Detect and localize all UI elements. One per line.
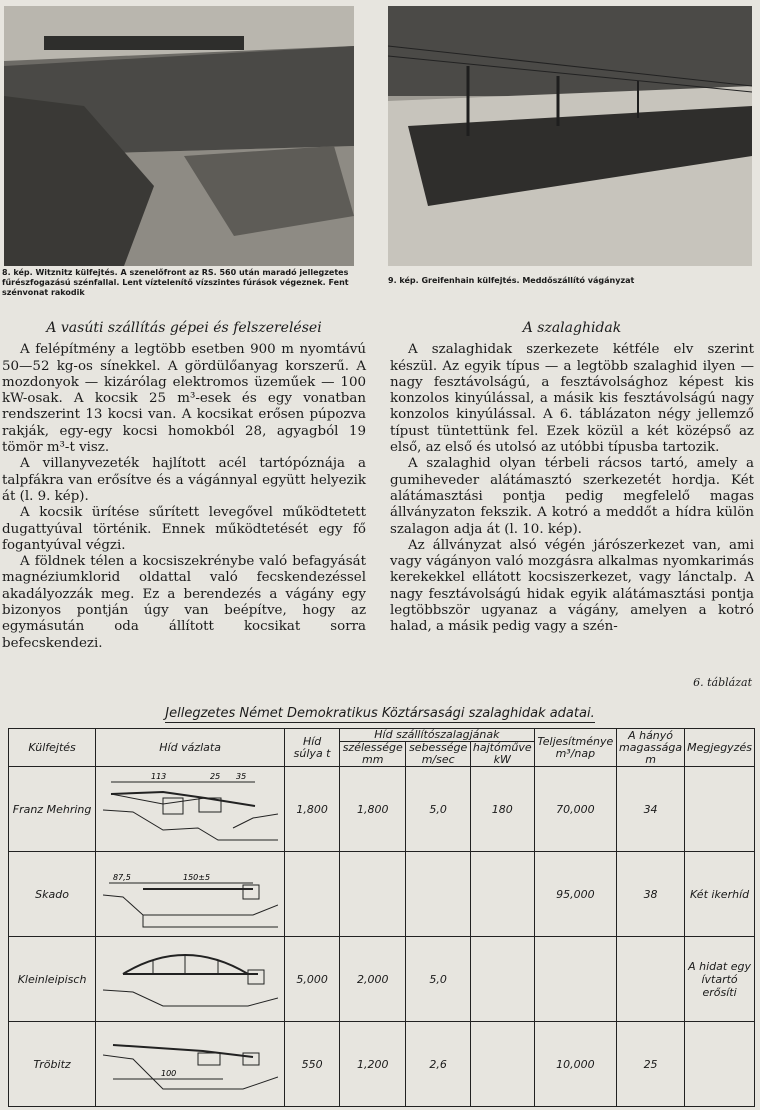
paragraph: A felépítmény a legtöbb esetben 900 m nyomtávú 50—52 kg-os sínekkel. A gördülőanyag korszerű. A mozdonyok — kizárólag elektromos üzeműek — 100 kW-osak. A kocsik 25 m³-esek és egy vonatban rendszerint 13 kocsi van. A kocsikat erősen púpozva rakják, egy-egy kocsi homokból 28, agyagból 19 tömör m³-t visz. — [2, 342, 366, 456]
photo-greifenhain-track — [388, 6, 752, 266]
photo-caption-left: 8. kép. Witznitz külfejtés. A szenelőfront az RS. 560 után maradó jellegzetes fűrészfogazású szénfallal. Lent víztelenítő vízszintes fúrások végeznek. Fent szénvonat rakodik — [2, 268, 349, 297]
bridge-sketch — [96, 937, 285, 1022]
paragraph: A kocsik ürítése sűrített levegővel működtetett dugattyúval történik. Ennek működtetését egy fő fogantyúval végzi. — [2, 505, 366, 553]
cell-mine: Kleinleipisch — [9, 937, 96, 1022]
bridge-sketch — [96, 852, 285, 937]
header-speed: sebessége m/sec — [406, 742, 470, 767]
section-heading-railway: A vasúti szállítás gépei és felszerelései — [46, 320, 322, 336]
header-weight: Híd súlya t — [285, 729, 340, 767]
cell-height: 38 — [617, 852, 685, 937]
header-height: A hányó magassága m — [617, 729, 685, 767]
cell-output — [534, 937, 616, 1022]
bridge-sketch — [96, 767, 285, 852]
header-note: Megjegyzés — [685, 729, 755, 767]
cell-note — [685, 767, 755, 852]
cell-mine: Tröbitz — [9, 1022, 96, 1107]
photo-witznitz-excavation — [4, 6, 354, 266]
cell-speed: 2,6 — [406, 1022, 470, 1107]
header-mine: Külfejtés — [9, 729, 96, 767]
table-title: Jellegzetes Német Demokratikus Köztársasági szalaghidak adatai. — [165, 706, 595, 721]
cell-power — [470, 1022, 534, 1107]
belt-bridge-table — [8, 728, 755, 1107]
header-width: szélessége mm — [340, 742, 406, 767]
cell-power: 180 — [470, 767, 534, 852]
cell-mine: Franz Mehring — [9, 767, 96, 852]
cell-output: 70,000 — [534, 767, 616, 852]
cell-power — [470, 852, 534, 937]
table-number: 6. táblázat — [693, 676, 752, 689]
table-row — [9, 852, 755, 937]
cell-width: 2,000 — [340, 937, 406, 1022]
cell-speed: 5,0 — [406, 767, 470, 852]
left-text-column — [2, 318, 366, 652]
header-belt-group: Híd szállítószalagjának — [340, 729, 535, 742]
cell-power — [470, 937, 534, 1022]
section-heading-belt-bridges: A szalaghidak — [522, 320, 622, 336]
cell-note: Két ikerhíd — [685, 852, 755, 937]
sketch-dim: 87,5 — [112, 873, 131, 882]
cell-weight: 5,000 — [285, 937, 340, 1022]
cell-output: 95,000 — [534, 852, 616, 937]
header-output: Teljesítménye m³/nap — [534, 729, 616, 767]
sketch-dim: 150±5 — [182, 873, 210, 882]
cell-width: 1,200 — [340, 1022, 406, 1107]
header-power: hajtóműve kW — [470, 742, 534, 767]
cell-weight — [285, 852, 340, 937]
sketch-dim: 100 — [160, 1069, 176, 1078]
bridge-sketch — [96, 1022, 285, 1107]
paragraph: A villanyvezeték hajlított acél tartópóznája a talpfákra van erősítve és a vágánnyal együtt helyezik át (l. 9. kép). — [2, 456, 366, 504]
table-row — [9, 767, 755, 852]
cell-speed — [406, 852, 470, 937]
table-row — [9, 937, 755, 1022]
cell-output: 10,000 — [534, 1022, 616, 1107]
paragraph: A földnek télen a kocsiszekrénybe való befagyását magnéziumklorid oldattal való fecskendezéssel akadályozzák meg. Ez a berendezés a vágány egy bizonyos pontján úgy van beépítve, hogy az egymásután oda állított kocsikat sorra befecskendezi. — [2, 554, 366, 651]
right-text-column — [390, 318, 754, 636]
cell-note — [685, 1022, 755, 1107]
cell-weight: 550 — [285, 1022, 340, 1107]
header-sketch: Híd vázlata — [96, 729, 285, 767]
cell-height — [617, 937, 685, 1022]
cell-width: 1,800 — [340, 767, 406, 852]
cell-note: A hidat egy ívtartó erősíti — [685, 937, 755, 1022]
photo-caption-right: 9. kép. Greifenhain külfejtés. Meddőszállító vágányzat — [388, 276, 635, 285]
cell-speed: 5,0 — [406, 937, 470, 1022]
paragraph: Az állványzat alsó végén járószerkezet van, ami vagy vágányon való mozgásra alkalmas nyomkarimás kerekekkel ellátott kocsiszerkezet, vagy lánctalp. A nagy fesztávolságú hidak egyik alátámasztási pontja legtöbbször ugyanaz a vágány, amelyen a kotró halad, a másik pedig vagy a szén- — [390, 537, 754, 635]
cell-height: 25 — [617, 1022, 685, 1107]
paragraph: A szalaghid olyan térbeli rácsos tartó, amely a gumiheveder alátámasztó szerkezetét hordja. Két alátámasztási pontja pedig megfelelő magas állványzaton fekszik. A kotró a meddőt a hídra külön szalagon adja át (l. 10. kép). — [390, 456, 754, 537]
sketch-dim: 25 — [209, 772, 220, 781]
cell-width — [340, 852, 406, 937]
cell-mine: Skado — [9, 852, 96, 937]
sketch-dim: 35 — [235, 772, 246, 781]
cell-weight: 1,800 — [285, 767, 340, 852]
cell-height: 34 — [617, 767, 685, 852]
table-row — [9, 1022, 755, 1107]
sketch-dim: 113 — [150, 772, 166, 781]
paragraph: A szalaghidak szerkezete kétféle elv szerint készül. Az egyik típus — a legtöbb szalaghid ilyen — nagy fesztávolságú, a fesztávolsághoz képest kis konzolos kinyúlással, a másik kis fesztávolságú nagy konzolos kinyúlással. A 6. táblázaton négy jellemző típust tüntettünk fel. Ezek közül a két középső az első, az első és utolsó az utóbbi típusba tartozik. — [390, 342, 754, 456]
